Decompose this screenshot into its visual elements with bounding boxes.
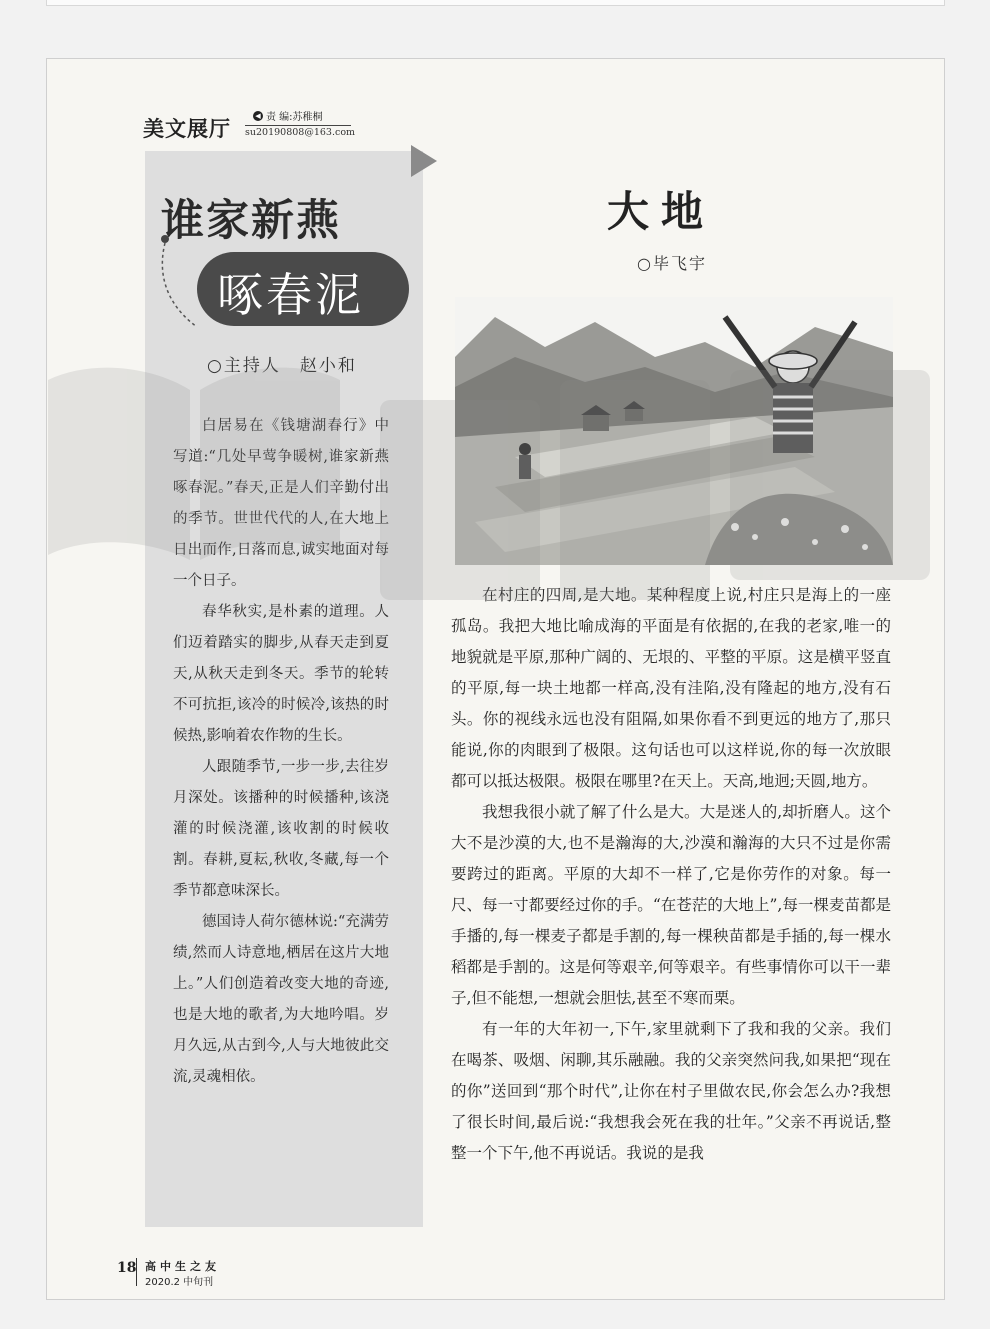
article-title: 大地 <box>607 187 716 236</box>
magazine-name: 高中生之友 <box>145 1260 220 1273</box>
article-author: ○毕飞宇 <box>637 254 707 273</box>
editor-label: 责 编:苏稚桐 <box>266 112 323 123</box>
sidebar-arrow-icon <box>411 145 437 177</box>
article-paragraph: 有一年的大年初一,下午,家里就剩下了我和我的父亲。我们在喝茶、吸烟、闲聊,其乐融融。我的父亲突然问我,如果把“现在的你”送回到“那个时代”,让你在村子里做农民,你会怎么办?我想了很长时间,最后说:“我想我会死在我的壮年。”父亲不再说话,整整一个下午,他不再说话。我说的是我 <box>451 1020 891 1162</box>
magazine-issue: 2020.2 中旬刊 <box>145 1277 214 1288</box>
sidebar-paragraph: 春华秋实,是朴素的道理。人们迈着踏实的脚步,从春天走到夏天,从秋天走到冬天。季节的轮转不可抗拒,该冷的时候冷,该热的时候热,影响着农作物的生长。 <box>173 604 389 744</box>
magazine-page <box>46 58 945 1300</box>
sidebar-title-line1: 谁家新燕 <box>161 196 341 246</box>
sidebar-host: ○主持人 赵小和 <box>207 356 357 376</box>
footer-divider <box>136 1258 137 1286</box>
article-paragraph: 我想我很小就了解了什么是大。大是迷人的,却折磨人。这个大不是沙漠的大,也不是瀚海的大,沙漠和瀚海的大只不过是你需要跨过的距离。平原的大却不一样了,它是你劳作的对象。每一尺、每一寸都要经过你的手。“在苍茫的大地上”,每一棵麦苗都是手播的,每一棵麦子都是手割的,每一棵秧苗都是手插的,每一棵水稻都是手割的。这是何等艰辛,何等艰辛。有些事情你可以干一辈子,但不能想,一想就会胆怯,甚至不寒而栗。 <box>451 803 891 1007</box>
sidebar-body <box>173 411 389 1093</box>
column-name: 美文展厅 <box>143 117 231 141</box>
speaker-icon: ◀ <box>253 111 263 121</box>
sidebar-paragraph: 人跟随季节,一步一步,去往岁月深处。该播种的时候播种,该浇灌的时候浇灌,该收割的时候收割。春耕,夏耘,秋收,冬藏,每一个季节都意味深长。 <box>173 759 389 899</box>
sidebar-paragraph: 白居易在《钱塘湖春行》中写道:“几处早莺争暖树,谁家新燕啄春泥。”春天,正是人们辛勤付出的季节。世世代代的人,在大地上日出而作,日落而息,诚实地面对每一个日子。 <box>173 418 389 589</box>
article-paragraph: 在村庄的四周,是大地。某种程度上说,村庄只是海上的一座孤岛。我把大地比喻成海的平面是有依据的,在我的老家,唯一的地貌就是平原,那种广阔的、无垠的、平整的平原。这是横平竖直的平原,每一块土地都一样高,没有洼陷,没有隆起的地方,没有石头。你的视线永远也没有阻隔,如果你看不到更远的地方了,那只能说,你的肉眼到了极限。这句话也可以这样说,你的每一次放眼都可以抵达极限。极限在哪里?在天上。天高,地迥;天圆,地方。 <box>451 586 891 790</box>
previous-page-edge <box>46 0 945 6</box>
sidebar-title-line2: 啄春泥 <box>217 268 364 322</box>
countryside-illustration <box>455 297 893 565</box>
article-body <box>451 580 891 1169</box>
sidebar-paragraph: 德国诗人荷尔德林说:“充满劳绩,然而人诗意地,栖居在这片大地上。”人们创造着改变大地的奇迹,也是大地的歌者,为大地吟唱。岁月久远,从古到今,人与大地彼此交流,灵魂相依。 <box>173 914 389 1085</box>
editor-email: su20190808@163.com <box>245 127 356 138</box>
page-number: 18 <box>117 1260 137 1276</box>
editor-credit <box>253 108 323 123</box>
